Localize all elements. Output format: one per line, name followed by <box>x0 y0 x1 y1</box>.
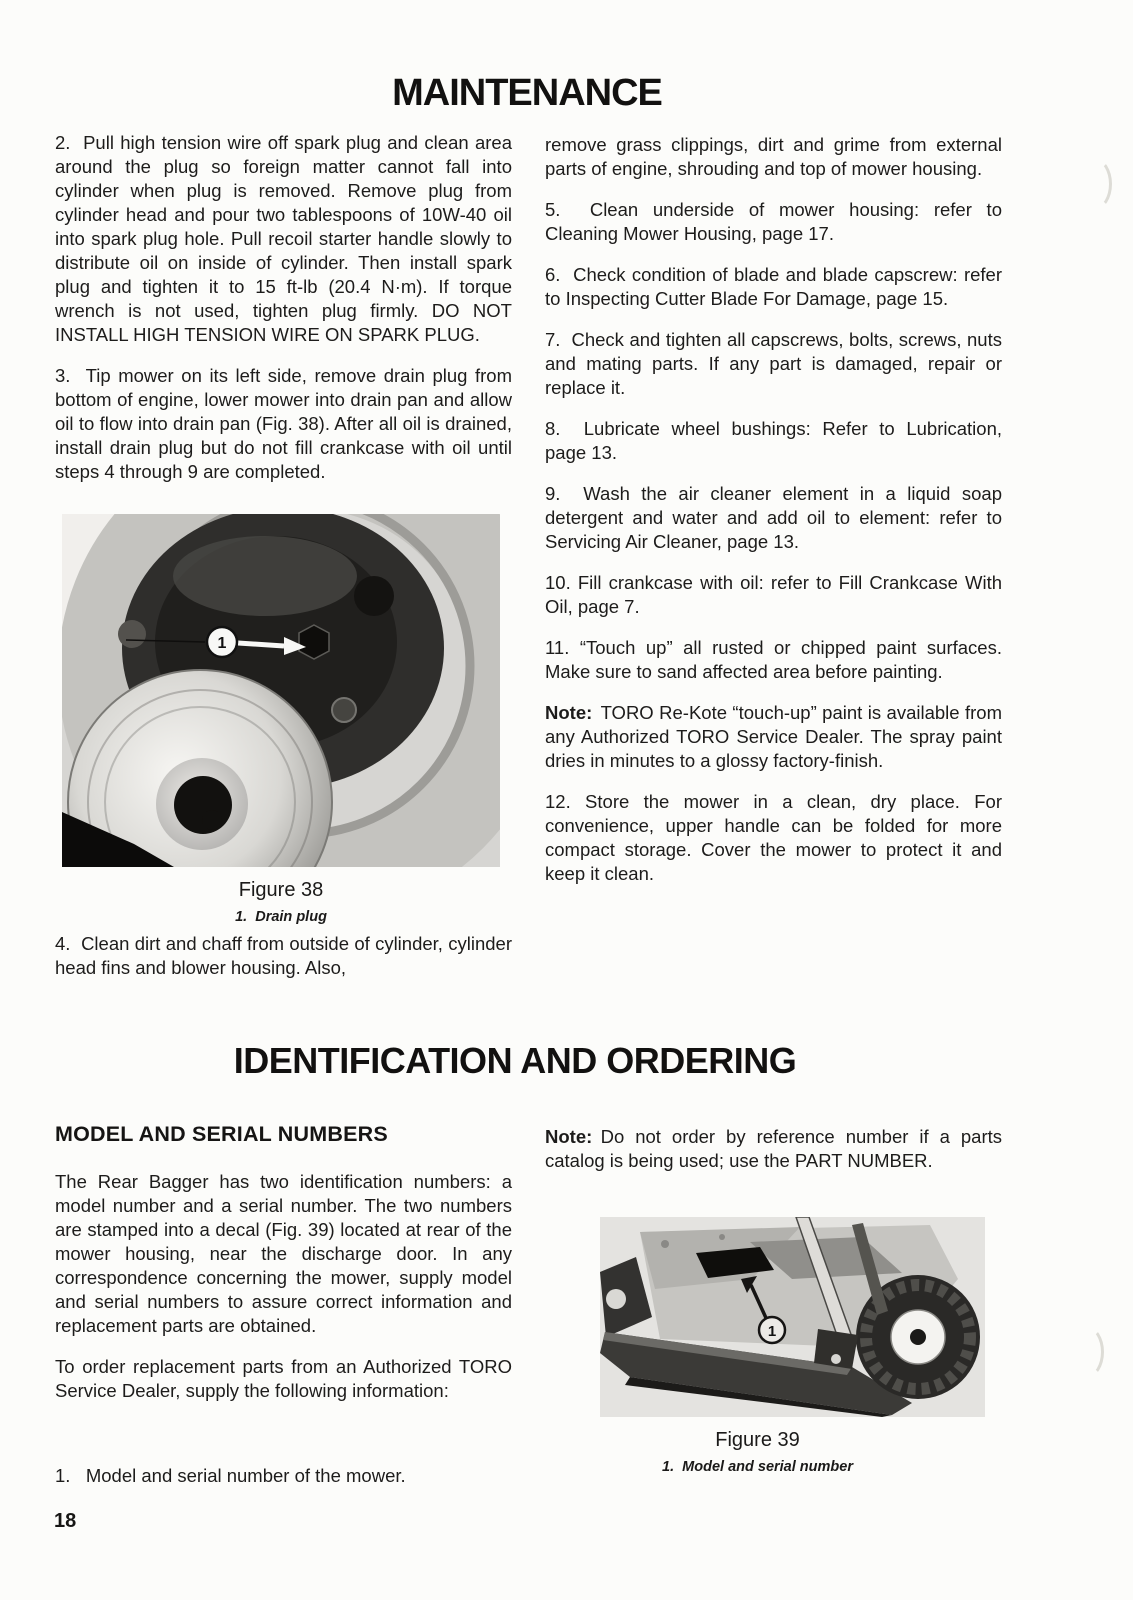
identification-paragraph-2: To order replacement parts from an Authorized TORO Service Dealer, supply the following information: <box>55 1356 512 1401</box>
identification-left-column <box>55 1122 512 1552</box>
maintenance-right-column <box>545 133 1002 903</box>
figure-39-legend: 1. Model and serial number <box>662 1459 853 1475</box>
note-label: Note: <box>545 1126 593 1147</box>
page-number: 18 <box>54 1510 77 1532</box>
maintenance-left-column <box>55 131 512 1011</box>
scan-artifact <box>1070 1326 1104 1378</box>
svg-text:1: 1 <box>217 635 227 652</box>
maintenance-step-3: 3. Tip mower on its left side, remove drain plug from bottom of engine, lower mower into drain pan and allow oil to flow into drain pan (Fig. 38). After all oil is drained, install drain plug but do not fill crankcase with oil until steps 4 through 9 are completed. <box>55 365 512 482</box>
maintenance-note <box>545 701 1002 773</box>
maintenance-step-6: 6. Check condition of blade and blade capscrew: refer to Inspecting Cutter Blade For Damage, page 15. <box>545 264 1002 309</box>
section-title-identification-and-ordering: IDENTIFICATION AND ORDERING <box>233 1040 797 1081</box>
maintenance-step-7: 7. Check and tighten all capscrews, bolts, screws, nuts and mating parts. If any part is damaged, repair or replace it. <box>545 329 1002 398</box>
figure-39-photo <box>600 1217 985 1417</box>
identification-right-column <box>545 1125 1002 1555</box>
section-title-maintenance: MAINTENANCE <box>392 72 662 114</box>
maintenance-step-12: 12. Store the mower in a clean, dry place. For convenience, upper handle can be folded for more compact storage. Cover the mower to protect it and keep it clean. <box>545 791 1002 884</box>
note-label: Note: <box>545 702 593 723</box>
svg-text:1: 1 <box>767 1323 777 1340</box>
ordering-item-1: 1. Model and serial number of the mower. <box>55 1465 406 1486</box>
note-text: Do not order by reference number if a parts catalog is being used; use the PART NUMBER. <box>545 1126 1002 1171</box>
maintenance-step-9: 9. Wash the air cleaner element in a liquid soap detergent and water and add oil to element: refer to Servicing Air Cleaner, page 13. <box>545 483 1002 552</box>
ordering-note <box>545 1125 1002 1173</box>
figure-38-legend: 1. Drain plug <box>235 909 327 925</box>
scan-artifact <box>1078 158 1112 210</box>
identification-paragraph-1: The Rear Bagger has two identification numbers: a model number and a serial number. The two numbers are stamped into a decal (Fig. 39) located at rear of the mower housing, near the discharge door. In any correspondence concerning the mower, supply model and serial numbers to assure correct information and replacement parts are obtained. <box>55 1171 512 1336</box>
figure-38-caption: Figure 38 <box>238 879 324 901</box>
model-and-serial-numbers-heading: MODEL AND SERIAL NUMBERS <box>55 1122 388 1146</box>
figure-39 <box>600 1217 985 1479</box>
figure-38-photo <box>62 514 500 867</box>
figure-38 <box>62 514 500 929</box>
maintenance-step-8: 8. Lubricate wheel bushings: Refer to Lubrication, page 13. <box>545 418 1002 463</box>
maintenance-step-10: 10. Fill crankcase with oil: refer to Fill Crankcase With Oil, page 7. <box>545 572 1002 617</box>
callout-arrow-icon <box>238 643 284 646</box>
maintenance-step-4: 4. Clean dirt and chaff from outside of cylinder, cylinder head fins and blower housing. Also, <box>55 933 512 978</box>
figure-39-caption: Figure 39 <box>715 1429 800 1451</box>
maintenance-step-5: 5. Clean underside of mower housing: refer to Cleaning Mower Housing, page 17. <box>545 199 1002 244</box>
note-text: TORO Re-Kote “touch-up” paint is available from any Authorized TORO Service Dealer. The spray paint dries in minutes to a glossy factory-finish. <box>545 702 1002 771</box>
maintenance-step-4-continuation: remove grass clippings, dirt and grime from external parts of engine, shrouding and top of mower housing. <box>545 134 1002 179</box>
maintenance-step-11: 11. “Touch up” all rusted or chipped paint surfaces. Make sure to sand affected area before painting. <box>545 637 1002 682</box>
maintenance-step-2: 2. Pull high tension wire off spark plug and clean area around the plug so foreign matter cannot fall into cylinder when plug is removed. Remove plug from cylinder head and pour two tablespoons of 10W-40 oil into spark plug hole. Pull recoil starter handle slowly to distribute oil on inside of cylinder. Then install spark plug and tighten it to 15 ft-lb (20.4 N·m). If torque wrench is not used, tighten plug firmly. DO NOT INSTALL HIGH TENSION WIRE ON SPARK PLUG. <box>55 132 512 345</box>
